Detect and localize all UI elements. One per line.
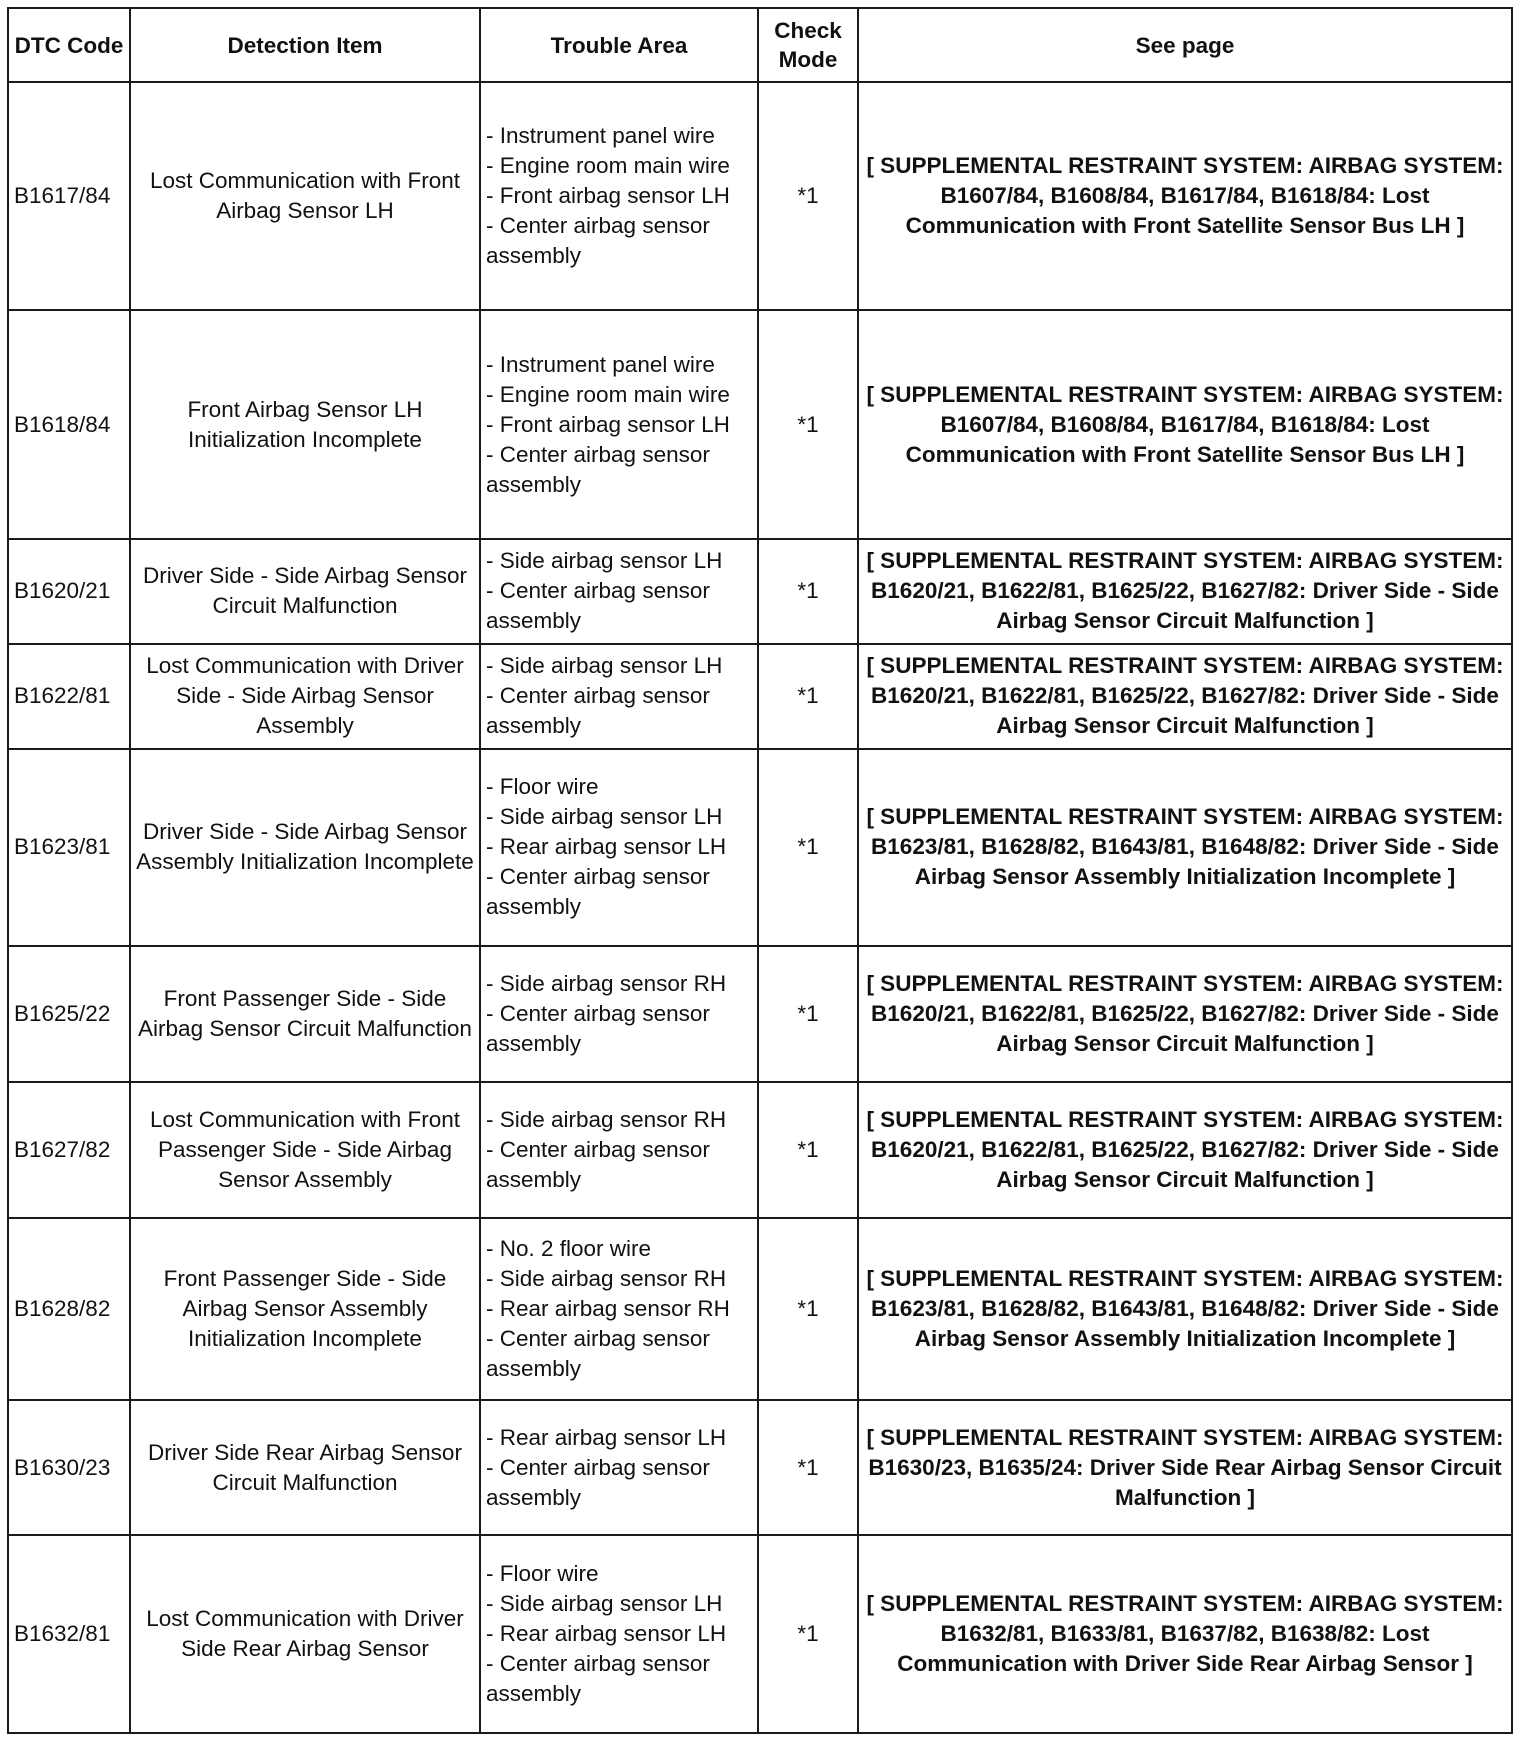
see-page-cell: [ SUPPLEMENTAL RESTRAINT SYSTEM: AIRBAG SYSTEM: B1630/23, B1635/24: Driver Side Rear Airbag Sensor Circuit Malfunction ]	[858, 1400, 1512, 1536]
table-row	[8, 1535, 1512, 1733]
trouble-area-line: - Side airbag sensor RH	[486, 1106, 727, 1132]
dtc-code-cell: B1623/81	[8, 749, 130, 947]
trouble-area-cell	[480, 1400, 758, 1536]
see-page-cell: [ SUPPLEMENTAL RESTRAINT SYSTEM: AIRBAG SYSTEM: B1620/21, B1622/81, B1625/22, B1627/82: Driver Side - Side Airbag Sensor Circuit Malfunction ]	[858, 644, 1512, 749]
dtc-table	[7, 7, 1513, 1734]
dtc-code-cell: B1620/21	[8, 539, 130, 644]
detection-item-cell: Driver Side - Side Airbag Sensor Circuit Malfunction	[130, 539, 480, 644]
check-mode-cell: *1	[758, 749, 858, 947]
trouble-area-line: - Center airbag sensor assembly	[486, 441, 710, 497]
trouble-area-line: - Center airbag sensor assembly	[486, 1651, 710, 1707]
trouble-area-line: - Side airbag sensor RH	[486, 1265, 727, 1291]
trouble-area-line: - Floor wire	[486, 774, 599, 800]
see-page-cell: [ SUPPLEMENTAL RESTRAINT SYSTEM: AIRBAG SYSTEM: B1620/21, B1622/81, B1625/22, B1627/82: Driver Side - Side Airbag Sensor Circuit Malfunction ]	[858, 946, 1512, 1082]
see-page-cell: [ SUPPLEMENTAL RESTRAINT SYSTEM: AIRBAG SYSTEM: B1620/21, B1622/81, B1625/22, B1627/82: Driver Side - Side Airbag Sensor Circuit Malfunction ]	[858, 539, 1512, 644]
check-mode-cell: *1	[758, 946, 858, 1082]
header-check-mode: Check Mode	[758, 8, 858, 82]
detection-item-cell: Front Passenger Side - Side Airbag Sensor Circuit Malfunction	[130, 946, 480, 1082]
trouble-area-line: - Rear airbag sensor LH	[486, 1424, 727, 1450]
trouble-area-line: - Rear airbag sensor LH	[486, 1621, 727, 1647]
dtc-code-cell: B1632/81	[8, 1535, 130, 1733]
detection-item-cell: Lost Communication with Driver Side - Side Airbag Sensor Assembly	[130, 644, 480, 749]
detection-item-cell: Lost Communication with Driver Side Rear Airbag Sensor	[130, 1535, 480, 1733]
check-mode-cell: *1	[758, 539, 858, 644]
header-dtc-code: DTC Code	[8, 8, 130, 82]
dtc-code-cell: B1622/81	[8, 644, 130, 749]
check-mode-cell: *1	[758, 644, 858, 749]
dtc-code-cell: B1618/84	[8, 310, 130, 538]
header-see-page: See page	[858, 8, 1512, 82]
dtc-code-cell: B1625/22	[8, 946, 130, 1082]
detection-item-cell: Lost Communication with Front Airbag Sensor LH	[130, 82, 480, 310]
trouble-area-line: - Instrument panel wire	[486, 351, 715, 377]
detection-item-cell: Driver Side - Side Airbag Sensor Assembly Initialization Incomplete	[130, 749, 480, 947]
see-page-cell: [ SUPPLEMENTAL RESTRAINT SYSTEM: AIRBAG SYSTEM: B1632/81, B1633/81, B1637/82, B1638/82: Lost Communication with Driver Side Rear Airbag Sensor ]	[858, 1535, 1512, 1733]
trouble-area-line: - Center airbag sensor assembly	[486, 1325, 710, 1381]
table-row	[8, 1218, 1512, 1400]
trouble-area-line: - Side airbag sensor LH	[486, 548, 723, 574]
check-mode-cell: *1	[758, 310, 858, 538]
table-row	[8, 749, 1512, 947]
see-page-cell: [ SUPPLEMENTAL RESTRAINT SYSTEM: AIRBAG SYSTEM: B1623/81, B1628/82, B1643/81, B1648/82: Driver Side - Side Airbag Sensor Assembly Initialization Incomplete ]	[858, 1218, 1512, 1400]
trouble-area-cell	[480, 749, 758, 947]
trouble-area-cell	[480, 539, 758, 644]
trouble-area-cell	[480, 310, 758, 538]
see-page-cell: [ SUPPLEMENTAL RESTRAINT SYSTEM: AIRBAG SYSTEM: B1620/21, B1622/81, B1625/22, B1627/82: Driver Side - Side Airbag Sensor Circuit Malfunction ]	[858, 1082, 1512, 1218]
trouble-area-cell	[480, 1082, 758, 1218]
trouble-area-line: - Side airbag sensor LH	[486, 804, 723, 830]
header-row	[8, 8, 1512, 82]
trouble-area-line: - Rear airbag sensor LH	[486, 834, 727, 860]
dtc-code-cell: B1617/84	[8, 82, 130, 310]
trouble-area-line: - Center airbag sensor assembly	[486, 1000, 710, 1056]
trouble-area-line: - Instrument panel wire	[486, 123, 715, 149]
table-row	[8, 644, 1512, 749]
table-row	[8, 1082, 1512, 1218]
see-page-cell: [ SUPPLEMENTAL RESTRAINT SYSTEM: AIRBAG SYSTEM: B1623/81, B1628/82, B1643/81, B1648/82: Driver Side - Side Airbag Sensor Assembly Initialization Incomplete ]	[858, 749, 1512, 947]
trouble-area-line: - Floor wire	[486, 1561, 599, 1587]
check-mode-cell: *1	[758, 1400, 858, 1536]
table-row	[8, 1400, 1512, 1536]
detection-item-cell: Front Airbag Sensor LH Initialization Incomplete	[130, 310, 480, 538]
check-mode-cell: *1	[758, 1218, 858, 1400]
trouble-area-line: - Side airbag sensor LH	[486, 653, 723, 679]
trouble-area-line: - Center airbag sensor assembly	[486, 1136, 710, 1192]
detection-item-cell: Driver Side Rear Airbag Sensor Circuit Malfunction	[130, 1400, 480, 1536]
table-row	[8, 82, 1512, 310]
detection-item-cell: Front Passenger Side - Side Airbag Sensor Assembly Initialization Incomplete	[130, 1218, 480, 1400]
trouble-area-line: - Center airbag sensor assembly	[486, 578, 710, 634]
trouble-area-cell	[480, 946, 758, 1082]
trouble-area-line: - Engine room main wire	[486, 153, 730, 179]
detection-item-cell: Lost Communication with Front Passenger Side - Side Airbag Sensor Assembly	[130, 1082, 480, 1218]
table-row	[8, 539, 1512, 644]
trouble-area-cell	[480, 644, 758, 749]
header-trouble-area: Trouble Area	[480, 8, 758, 82]
check-mode-cell: *1	[758, 1535, 858, 1733]
trouble-area-line: - No. 2 floor wire	[486, 1235, 652, 1261]
trouble-area-line: - Front airbag sensor LH	[486, 411, 730, 437]
header-detection-item: Detection Item	[130, 8, 480, 82]
dtc-code-cell: B1630/23	[8, 1400, 130, 1536]
trouble-area-line: - Center airbag sensor assembly	[486, 213, 710, 269]
trouble-area-line: - Front airbag sensor LH	[486, 183, 730, 209]
table-row	[8, 946, 1512, 1082]
trouble-area-cell	[480, 82, 758, 310]
trouble-area-line: - Center airbag sensor assembly	[486, 864, 710, 920]
trouble-area-line: - Engine room main wire	[486, 381, 730, 407]
check-mode-cell: *1	[758, 1082, 858, 1218]
see-page-cell: [ SUPPLEMENTAL RESTRAINT SYSTEM: AIRBAG SYSTEM: B1607/84, B1608/84, B1617/84, B1618/84: Lost Communication with Front Satellite Sensor Bus LH ]	[858, 310, 1512, 538]
dtc-code-cell: B1628/82	[8, 1218, 130, 1400]
dtc-code-cell: B1627/82	[8, 1082, 130, 1218]
check-mode-cell: *1	[758, 82, 858, 310]
trouble-area-cell	[480, 1535, 758, 1733]
trouble-area-line: - Side airbag sensor LH	[486, 1591, 723, 1617]
trouble-area-line: - Side airbag sensor RH	[486, 970, 727, 996]
trouble-area-cell	[480, 1218, 758, 1400]
table-row	[8, 310, 1512, 538]
trouble-area-line: - Center airbag sensor assembly	[486, 683, 710, 739]
trouble-area-line: - Center airbag sensor assembly	[486, 1454, 710, 1510]
see-page-cell: [ SUPPLEMENTAL RESTRAINT SYSTEM: AIRBAG SYSTEM: B1607/84, B1608/84, B1617/84, B1618/84: Lost Communication with Front Satellite Sensor Bus LH ]	[858, 82, 1512, 310]
trouble-area-line: - Rear airbag sensor RH	[486, 1295, 730, 1321]
